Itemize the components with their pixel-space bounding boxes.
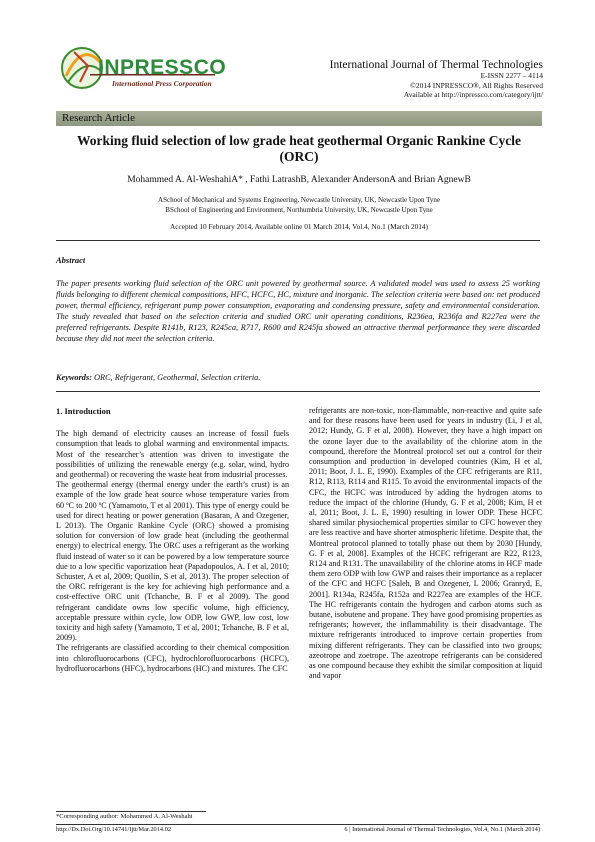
paper-authors: Mohammed A. Al-WeshahiA* , Fathi LatrashB, Alexander AndersonA and Brian AgnewB [127,175,471,185]
abstract-text: The paper presents working fluid selection of the ORC unit powered by geothermal source. A validated model was used to assess 25 working fluids belonging to different chemical compositions, HFC, HCFC, HC, mixture and inorganic. The selection criteria were based on: net produced power, thermal efficiency, refrigerant pump power consumption, evaporating and condensing pressure, safety and environmental consideration. The study revealed that based on the selection criteria and studied ORC unit operating conditions, R236ea, R236fa and R227ea were the preferred refrigerants. Despite R141b, R123, R245ca, R717, R600 and R245fa showed an attractive thermal performance they were discarded because they did not meet the selection criteria. [56,279,540,343]
journal-copyright: ©2014 INPRESSCO®, All Rights Reserved [410,80,543,90]
logo-tagline: International Press Corporation [112,79,212,88]
section-heading: 1. Introduction [56,406,111,416]
paper-title: Working fluid selection of low grade heat geothermal Organic Rankine Cycle (ORC) [77,133,521,164]
paragraph: The refrigerants are classified according to their chemical composition into chlorofluorocarbons (CFC), hydrochlorofluorocarbons (HCFC), hydrofluorocarbons (HFC), hydrocarbons (HC) and mixtures. The CFC [56,643,289,673]
divider [56,391,540,392]
divider [56,240,540,241]
keywords-label: Keywords: [56,373,92,382]
affiliation-a: ASchool of Mechanical and Systems Engineering, Newcastle University, UK, Newcastle Upon Tyne [158,196,440,204]
journal-info [330,59,543,100]
affiliations [56,195,542,215]
keywords-text: ORC, Refrigerant, Geothermal, Selection criteria. [94,373,261,382]
paragraph: refrigerants are non-toxic, non-flammable, non-reactive and quite safe and for these reasons have been used for years in industry (Li, J et al, 2012; Hundy, G. F et al, 2008). However, they have a high impact on the ozone layer due to the availability of the chlorine atom in the compound, therefore the Montreal protocol set out a control for their consumption and production in developed countries (Kim, H et al, 2011; Boot, J. L. E, 1990). Examples of the CFC refrigerants are R11, R12, R113, R114 and R115. To avoid the environmental impacts of the CFC, the HCFC was introduced by adding the hydrogen atoms to reduce the impact of the chlorine (Hundy, G. F et al, 2008; Kim, H et al, 2011; Boot, J. L. E, 1990) resulting in lower ODP. These HCFC shared similar physiochemical properties similar to CFC however they are less reactive and have shorter atmospheric lifetime. Despite that, the Montreal protocol planned to totally phase out them by 2030 [Hundy, G. F et al, 2008]. Examples of the HCFC refrigerant are R22, R123, R124 and R131. The unavailability of the chlorine atoms in HCF made them zero ODP with low GWP and raises their importance as a replacer of the CFC and HCFC [Saleh, B and Ozegener, L 2006; Granryd, E, 2001]. R134a, R245fa, R152a and R227ea are examples of the HCF. The HC refrigerants contain the hydrogen and carbon atoms such as butane, isobutene and propane. They have good promising properties as refrigerants; however, the inflammability is their disadvantage. The mixture refrigerants introduced to improve certain properties from mixing different refrigerants. They can be classified into two groups; azeotrope and zoetrope. The azeotrope refrigerants can be considered as one compound because they exhibit the similar composition at liquid and vapor [309,406,542,681]
journal-issn: E-ISSN 2277 – 4114 [480,71,543,80]
accepted-line: Accepted 10 February 2014, Available online 01 March 2014, Vol.4, No.1 (March 2014) [170,222,428,231]
article-type-banner: Research Article [56,111,542,126]
keywords [56,373,260,382]
logo-name: INPRESSCO [98,56,227,79]
page-footer: 6 | International Journal of Thermal Technologies, Vol.4, No.1 (March 2014) [344,826,540,833]
footer-divider [56,824,540,825]
right-column [309,406,542,681]
journal-title: International Journal of Thermal Technologies [329,59,543,71]
paragraph: The high demand of electricity causes an increase of fossil fuels consumption that leads to global warming and environmental impacts. Most of the researcher’s attention was driven to investigate the possibilities of utilizing the renewable energy (e.g. solar, wind, hydro and geothermal) or recovering the waste heat from industrial processes. [56,429,289,480]
footnote-divider [56,811,206,812]
corresponding-author: *Corresponding author: Mohammed A. Al-Weshahi [56,813,193,820]
affiliation-b: BSchool of Engineering and Environment, Northumbria University, UK, Newcastle Upon Tyne [165,206,433,214]
paragraph: The geothermal energy (thermal energy under the earth’s crust) is an example of the low grade heat source whose temperature varies from 60 ºC to 200 ºC (Yamamoto, T et al 2001). This type of energy could be used for direct heating or power generation (Basaran, A and Ozegener, L 2013). The Organic Rankine Cycle (ORC) showed a promising solution for conversion of low grade heat (including the geothermal energy) to electrical energy. The ORC uses a refrigerant as the working fluid instead of water so it can be powered by a low temperature source due to a low specific vaporization heat (Papadopoulos, A. I et al, 2010; Schuster, A et al, 2009; Quoilin, S et al, 2013). The proper selection of the ORC refrigerant is the key for achieving high performance and a cost-effective ORC unit (Tchanche, B. F et al 2009). The good refrigerant candidate owns low specific volume, high efficiency, acceptable pressure within cycle, low ODP, low GWP, low cost, low toxicity and high safety (Yamamoto, T et al, 2001; Tchanche, B. F et al, 2009). [56,480,289,643]
left-column [56,406,289,674]
journal-availability[interactable]: Available at http://inpressco.com/category/ijtt/ [403,90,543,99]
doi-link[interactable]: http://Dx.Doi.Org/10.14741/Ijtt/Mar.2014.02 [56,826,172,833]
abstract-heading: Abstract [56,255,86,265]
